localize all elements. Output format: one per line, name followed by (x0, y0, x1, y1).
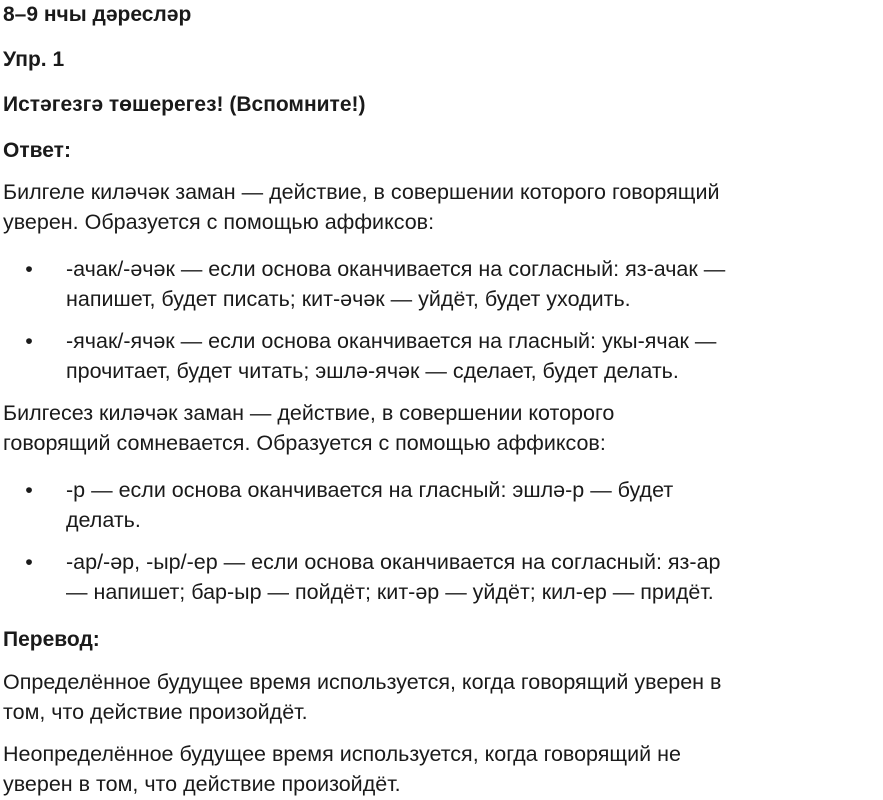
list-item-text (66, 254, 883, 314)
list-item-line-2: делать. (66, 508, 141, 532)
translation-heading: Перевод: (3, 628, 100, 651)
translation-paragraph (3, 667, 883, 727)
list-item-text (66, 326, 883, 386)
definite-line-1: Билгеле киләчәк заман — действие, в совершении которого говорящий (3, 180, 720, 204)
task-heading: Истәгезгә төшерегез! (Вспомните!) (3, 93, 366, 116)
answer-heading: Ответ: (3, 139, 71, 162)
translation-line-2: уверен в том, что действие произойдёт. (3, 772, 401, 796)
definite-paragraph (3, 177, 883, 237)
bullet-icon: • (25, 550, 33, 574)
indefinite-line-2: говорящий сомневается. Образуется с помощью аффиксов: (3, 431, 606, 455)
list-item-line-2: — напишет; бар-ыр — пойдёт; кит-әр — уйдёт; кил-ер — придёт. (66, 580, 714, 604)
list-item-line-2: напишет, будет писать; кит-әчәк — уйдёт, будет уходить. (66, 287, 631, 311)
translation-line-2: том, что действие произойдёт. (3, 700, 308, 724)
translation-line-1: Определённое будущее время используется, когда говорящий уверен в (3, 670, 722, 694)
definite-line-2: уверен. Образуется с помощью аффиксов: (3, 210, 435, 234)
translation-line-1: Неопределённое будущее время используется, когда говорящий не (3, 742, 681, 766)
list-item-line-2: прочитает, будет читать; эшлә-ячәк — сделает, будет делать. (66, 359, 679, 383)
indefinite-paragraph (3, 398, 883, 458)
list-item-text (66, 547, 883, 607)
bullet-icon: • (25, 257, 33, 281)
list-item-line-1: -ар/-әр, -ыр/-ер — если основа оканчивается на согласный: яз-ар (66, 550, 721, 574)
exercise-heading: Упр. 1 (3, 48, 65, 71)
translation-paragraph (3, 739, 883, 799)
bullet-icon: • (25, 478, 33, 502)
list-item-line-1: -ачак/-әчәк — если основа оканчивается на согласный: яз-ачак — (66, 257, 726, 281)
list-item-line-1: -р — если основа оканчивается на гласный: эшлә-р — будет (66, 478, 674, 502)
list-item-line-1: -ячак/-ячәк — если основа оканчивается на гласный: укы-ячак — (66, 329, 717, 353)
list-item-text (66, 475, 883, 535)
indefinite-line-1: Билгесез киләчәк заман — действие, в совершении которого (3, 401, 615, 425)
page-title: 8–9 нчы дәресләр (3, 3, 192, 26)
bullet-icon: • (25, 329, 33, 353)
